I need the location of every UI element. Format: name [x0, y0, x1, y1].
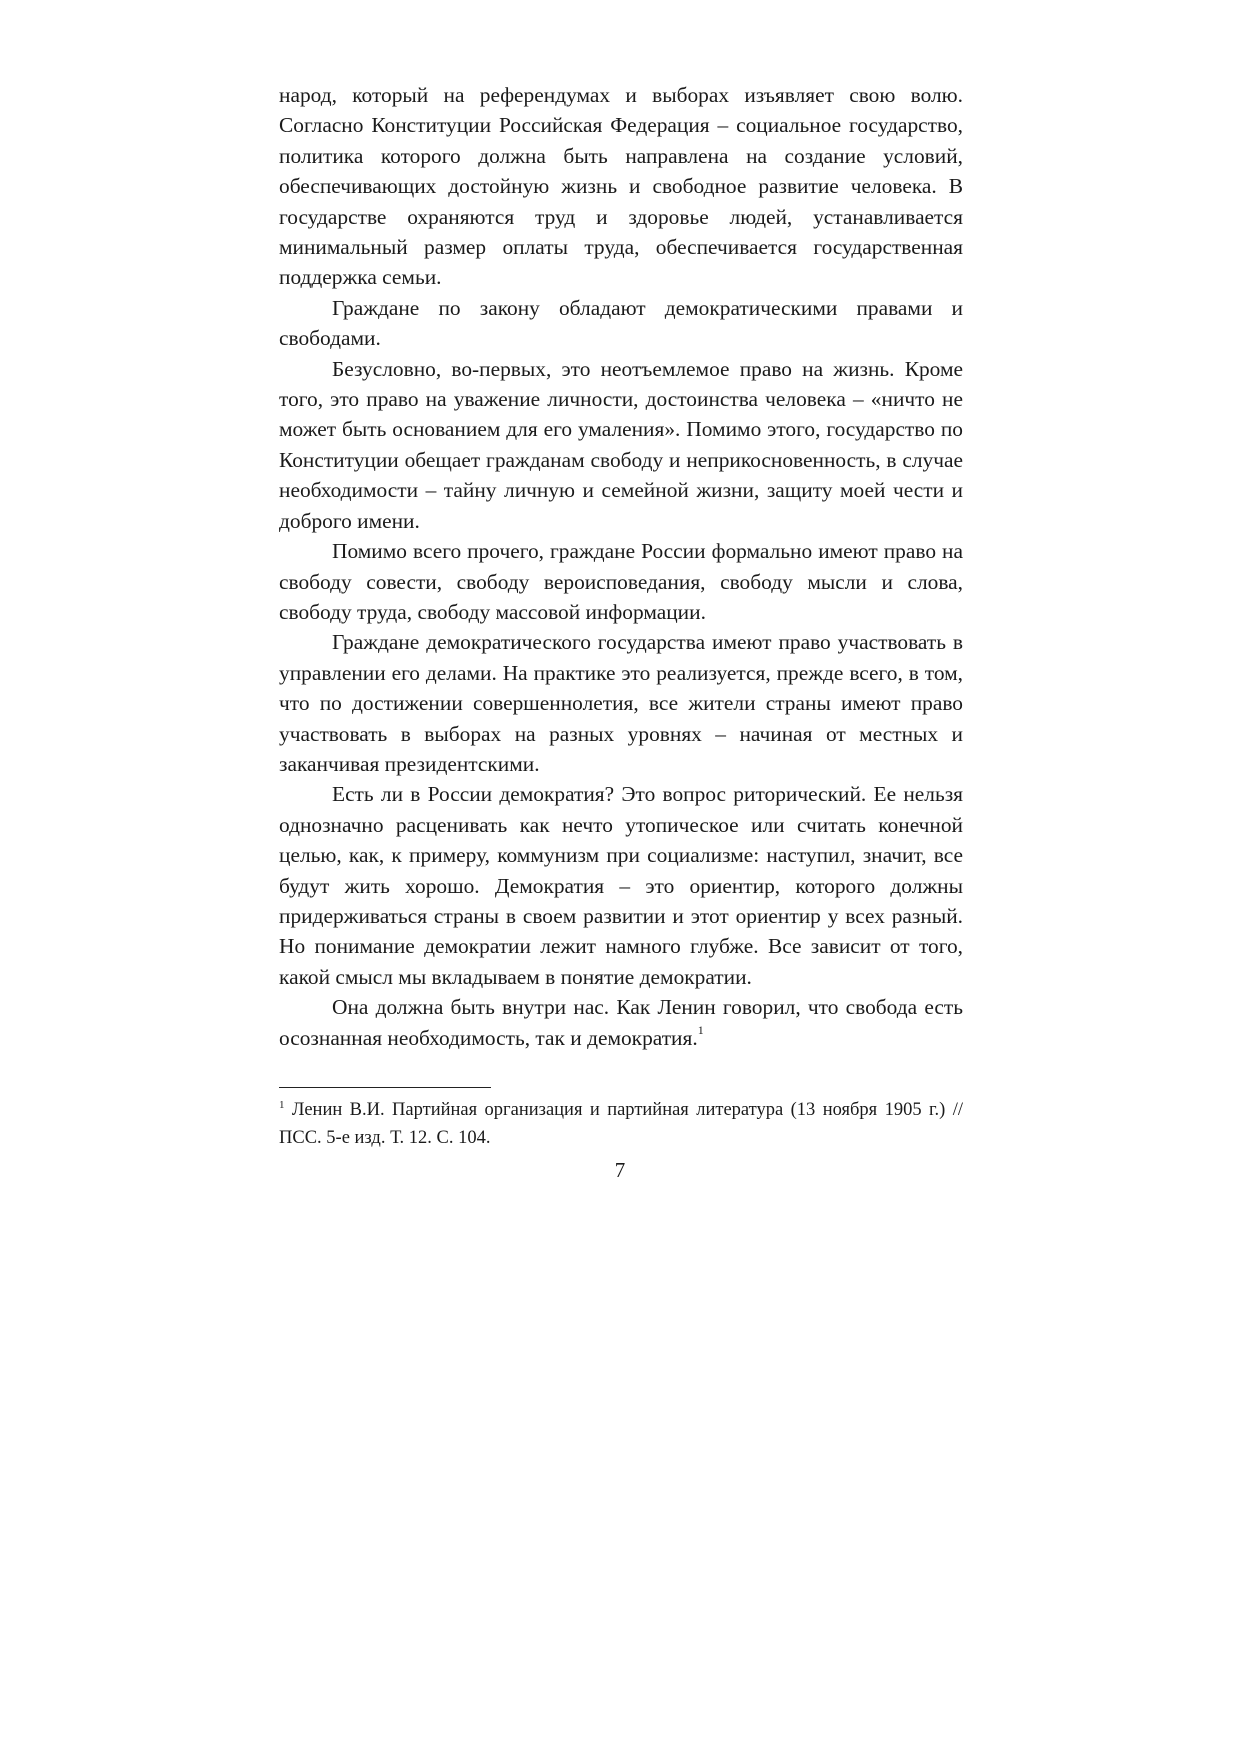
main-text	[279, 80, 963, 1053]
paragraph-5: Граждане демократического государства имеют право участвовать в управлении его делами. На практике это реализуется, прежде всего, в том, что по достижении совершеннолетия, все жители страны имеют право участвовать в выборах на разных уровнях – начиная от местных и заканчивая президентскими.	[279, 630, 963, 776]
footnote	[279, 1096, 963, 1152]
paragraph-7-text: Она должна быть внутри нас. Как Ленин говорил, что свобода есть осознанная необходимость, так и демократия.	[279, 995, 963, 1050]
paragraph-1: народ, который на референдумах и выборах изъявляет свою волю. Согласно Конституции Российская Федерация – социальное государство, политика которого должна быть направлена на создание условий, обеспечивающих достойную жизнь и свободное развитие человека. В государстве охраняются труд и здоровье людей, устанавливается минимальный размер оплаты труда, обеспечивается государственная поддержка семьи.	[279, 83, 963, 290]
paragraph-7	[279, 992, 963, 1053]
footnote-text: Ленин В.И. Партийная организация и партийная литература (13 ноября 1905 г.) // ПСС. 5-е изд. Т. 12. С. 104.	[279, 1100, 963, 1148]
footnote-divider	[279, 1087, 491, 1088]
page-body	[279, 80, 963, 1053]
paragraph-6: Есть ли в России демократия? Это вопрос риторический. Ее нельзя однозначно расценивать как нечто утопическое или считать конечной целью, как, к примеру, коммунизм при социализме: наступил, значит, все будут жить хорошо. Демократия – это ориентир, которого должны придерживаться страны в своем развитии и этот ориентир у всех разный. Но понимание демократии лежит намного глубже. Все зависит от того, какой смысл мы вкладываем в понятие демократии.	[279, 782, 963, 989]
page-number: 7	[614, 1158, 626, 1182]
footnote-marker: 1	[279, 1098, 285, 1111]
footnote-reference[interactable]: 1	[697, 1023, 704, 1038]
paragraph-2: Граждане по закону обладают демократическими правами и свободами.	[279, 295, 963, 351]
paragraph-4: Помимо всего прочего, граждане России формально имеют право на свободу совести, свободу вероисповедания, свободу мысли и слова, свободу труда, свободу массовой информации.	[279, 539, 963, 624]
paragraph-3: Безусловно, во-первых, это неотъемлемое право на жизнь. Кроме того, это право на уважение личности, достоинства человека – «ничто не может быть основанием для его умаления». Помимо этого, государство по Конституции обещает гражданам свободу и неприкосновенность, в случае необходимости – тайну личную и семейной жизни, защиту моей чести и доброго имени.	[279, 356, 963, 533]
